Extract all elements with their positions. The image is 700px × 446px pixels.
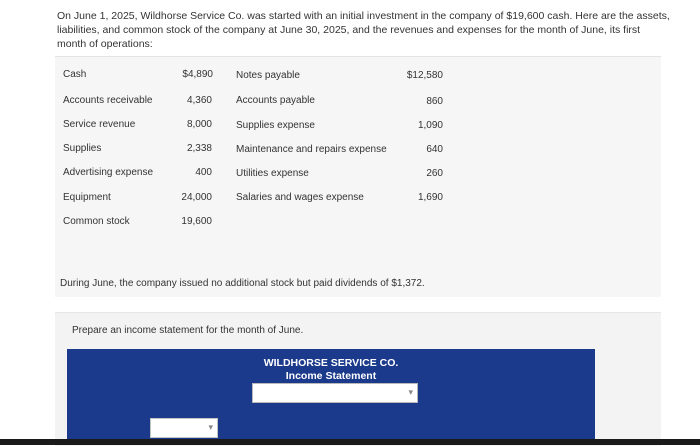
account-amount-common-stock: 19,600 <box>181 216 212 227</box>
account-name-supplies-expense: Supplies expense <box>236 120 315 131</box>
account-amount-service-revenue: 8,000 <box>186 119 212 130</box>
income-statement-header <box>67 349 595 445</box>
account-name-accounts-receivable: Accounts receivable <box>63 95 153 106</box>
account-name-service-revenue: Service revenue <box>63 119 136 130</box>
account-amount-supplies: 2,338 <box>186 143 212 154</box>
problem-intro-text: On June 1, 2025, Wildhorse Service Co. was started with an initial investment in the company of $19,600 cash. Here are the assets, liabilities, and common stock of the company at June 30, 2025, and the revenues and expenses for the month of June, its first month of operations: <box>57 10 670 50</box>
account-amount-equipment: 24,000 <box>181 192 212 203</box>
statement-title: Income Statement <box>285 370 377 382</box>
statement-company-name: WILDHORSE SERVICE CO. <box>263 357 399 369</box>
account-amount-maintenance-and-repairs-expense: 640 <box>426 144 443 155</box>
account-amount-utilities-expense: 260 <box>426 168 443 179</box>
account-amount-cash: $4,890 <box>182 69 213 80</box>
chevron-down-icon: ▾ <box>408 387 413 397</box>
account-name-supplies: Supplies <box>63 143 102 154</box>
account-amount-accounts-receivable: 4,360 <box>186 95 212 106</box>
account-amount-notes-payable: $12,580 <box>406 70 443 81</box>
account-amount-salaries-and-wages-expense: 1,690 <box>417 192 443 203</box>
account-name-advertising-expense: Advertising expense <box>63 167 154 178</box>
statement-period-dropdown[interactable] <box>252 383 418 403</box>
account-name-common-stock: Common stock <box>63 216 130 227</box>
account-name-equipment: Equipment <box>63 192 111 203</box>
chevron-down-icon: ▾ <box>208 422 213 432</box>
account-name-maintenance-and-repairs-expense: Maintenance and repairs expense <box>236 144 387 155</box>
account-name-utilities-expense: Utilities expense <box>236 168 309 179</box>
account-amount-advertising-expense: 400 <box>195 167 212 178</box>
account-amount-supplies-expense: 1,090 <box>417 120 443 131</box>
account-amount-accounts-payable: 860 <box>426 96 443 107</box>
dividend-note: During June, the company issued no additional stock but paid dividends of $1,372. <box>60 278 425 289</box>
account-name-cash: Cash <box>63 69 87 80</box>
task-instruction: Prepare an income statement for the month of June. <box>72 325 304 336</box>
account-name-notes-payable: Notes payable <box>236 70 300 81</box>
bottom-edge-bar <box>0 439 700 445</box>
statement-line-item-dropdown[interactable] <box>150 418 218 438</box>
account-name-accounts-payable: Accounts payable <box>236 95 315 106</box>
account-name-salaries-and-wages-expense: Salaries and wages expense <box>236 192 364 203</box>
